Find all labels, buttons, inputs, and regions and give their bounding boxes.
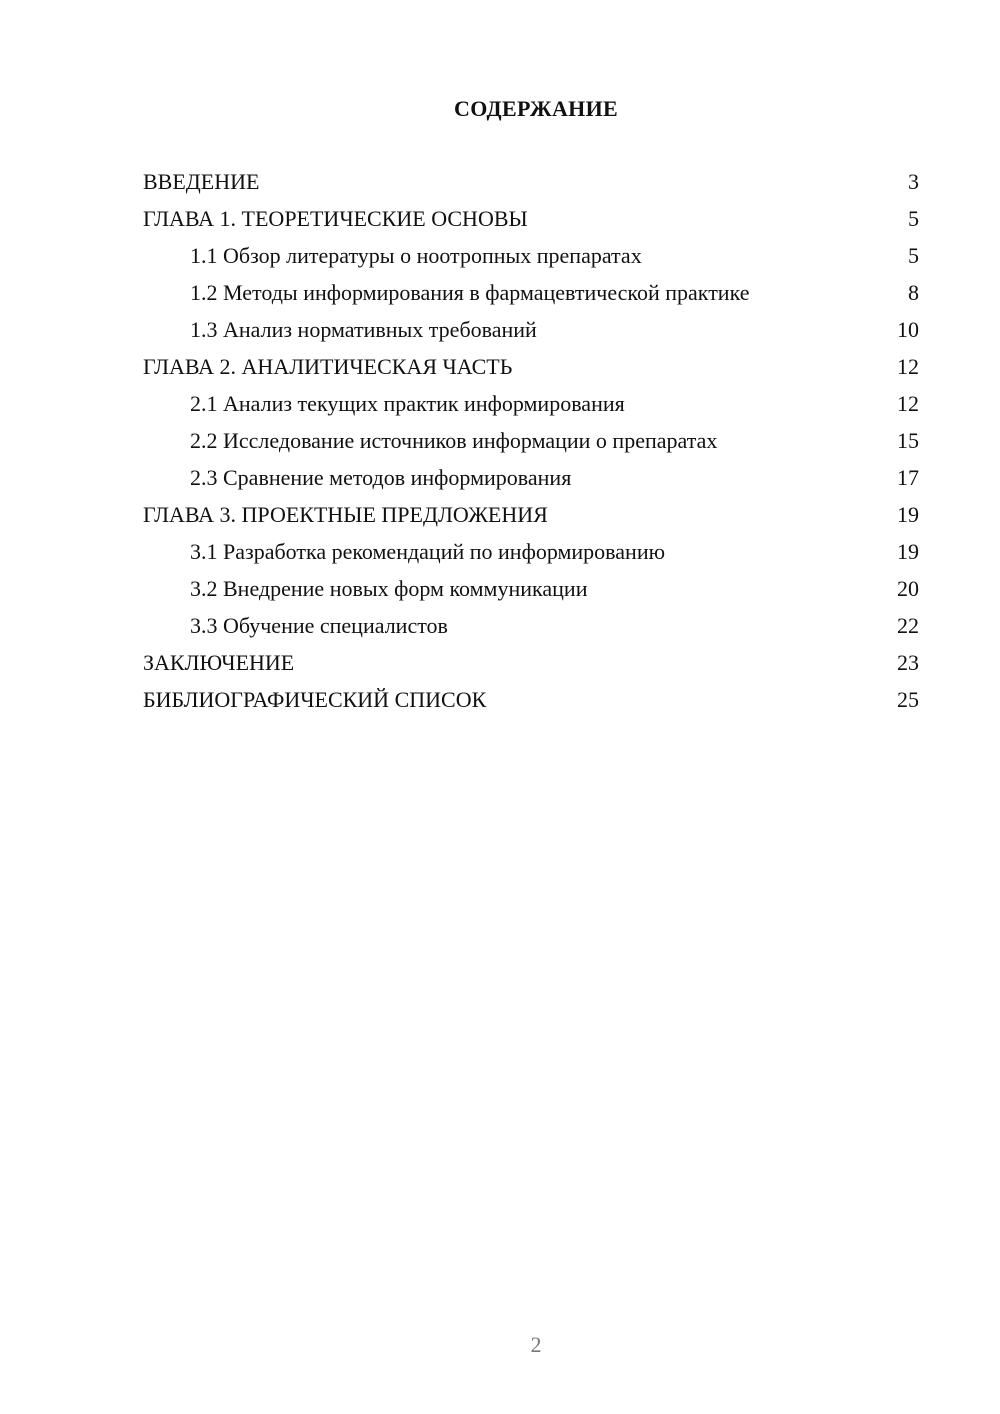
toc-entry-label: 3.2 Внедрение новых форм коммуникации [190, 576, 588, 601]
toc-entry-chapter-3[interactable] [143, 501, 919, 528]
toc-entry-section-1-3[interactable] [143, 316, 919, 343]
toc-entry-label: 1.2 Методы информирования в фармацевтической практике [190, 280, 750, 305]
toc-entry-label: ЗАКЛЮЧЕНИЕ [143, 650, 295, 675]
toc-entry-page: 20 [897, 576, 919, 601]
toc-entry-section-2-3[interactable] [143, 464, 919, 491]
toc-entry-page: 10 [897, 317, 919, 342]
toc-entry-label: 2.1 Анализ текущих практик информирования [190, 391, 625, 416]
page-number: 2 [530, 1332, 542, 1357]
toc-entry-page: 12 [897, 354, 919, 379]
toc-entry-label: ВВЕДЕНИЕ [143, 169, 260, 194]
toc-entry-page: 25 [897, 687, 919, 712]
toc-entry-label: 3.3 Обучение специалистов [190, 613, 448, 638]
toc-entry-section-1-1[interactable] [143, 242, 919, 269]
table-of-contents [143, 168, 919, 723]
toc-entry-label: 1.1 Обзор литературы о ноотропных препаратах [190, 243, 642, 268]
toc-entry-page: 12 [897, 391, 919, 416]
toc-entry-page: 23 [897, 650, 919, 675]
toc-entry-section-2-2[interactable] [143, 427, 919, 454]
toc-entry-label: ГЛАВА 3. ПРОЕКТНЫЕ ПРЕДЛОЖЕНИЯ [143, 502, 548, 527]
toc-entry-label: ГЛАВА 2. АНАЛИТИЧЕСКАЯ ЧАСТЬ [143, 354, 513, 379]
toc-entry-page: 17 [897, 465, 919, 490]
toc-entry-label: 2.2 Исследование источников информации о препаратах [190, 428, 718, 453]
toc-entry-section-3-1[interactable] [143, 538, 919, 565]
toc-entry-conclusion[interactable] [143, 649, 919, 676]
toc-entry-chapter-2[interactable] [143, 353, 919, 380]
toc-entry-page: 19 [897, 502, 919, 527]
toc-entry-section-1-2[interactable] [143, 279, 919, 306]
toc-entry-section-3-3[interactable] [143, 612, 919, 639]
toc-entry-label: 2.3 Сравнение методов информирования [190, 465, 572, 490]
toc-entry-label: 1.3 Анализ нормативных требований [190, 317, 537, 342]
toc-entry-chapter-1[interactable] [143, 205, 919, 232]
toc-entry-page: 15 [897, 428, 919, 453]
toc-entry-label: ГЛАВА 1. ТЕОРЕТИЧЕСКИЕ ОСНОВЫ [143, 206, 528, 231]
toc-entry-page: 19 [897, 539, 919, 564]
toc-entry-page: 5 [908, 206, 919, 231]
toc-entry-bibliography[interactable] [143, 686, 919, 713]
toc-entry-section-2-1[interactable] [143, 390, 919, 417]
toc-entry-label: 3.1 Разработка рекомендаций по информированию [190, 539, 666, 564]
toc-entry-label: БИБЛИОГРАФИЧЕСКИЙ СПИСОК [143, 687, 487, 712]
toc-entry-page: 22 [897, 613, 919, 638]
toc-entry-page: 5 [908, 243, 919, 268]
toc-title: СОДЕРЖАНИЕ [454, 96, 618, 121]
toc-entry-page: 3 [908, 169, 919, 194]
toc-entry-page: 8 [908, 280, 919, 305]
toc-entry-introduction[interactable] [143, 168, 919, 195]
toc-entry-section-3-2[interactable] [143, 575, 919, 602]
